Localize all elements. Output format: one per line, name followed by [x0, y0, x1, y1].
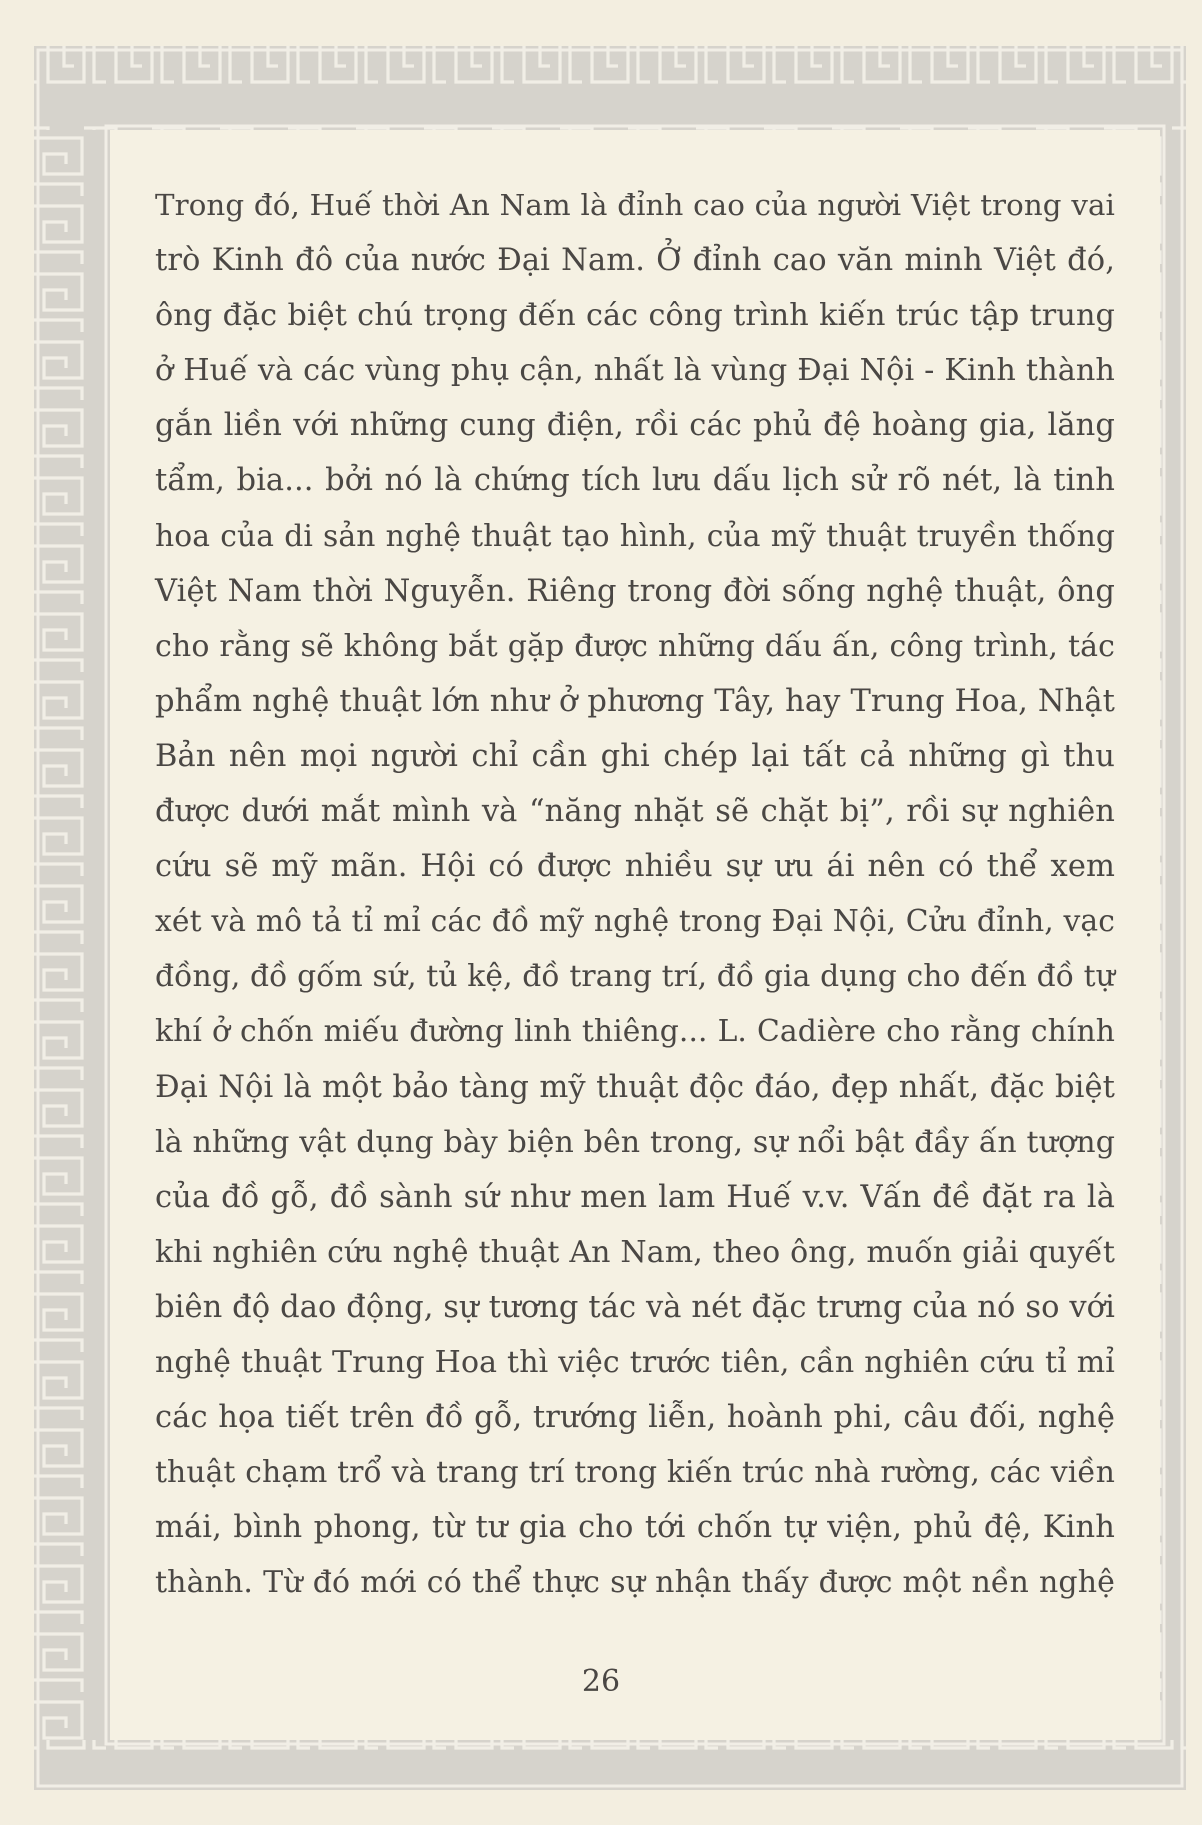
- text-line: là những vật dụng bày biện bên trong, sự nổi bật đầy ấn tượng: [155, 1124, 1115, 1160]
- body-text: [155, 178, 1115, 1610]
- text-line: Việt Nam thời Nguyễn. Riêng trong đời sống nghệ thuật, ông: [155, 573, 1115, 609]
- text-line: Bản nên mọi người chỉ cần ghi chép lại tất cả những gì thu: [155, 738, 1115, 774]
- text-line: gắn liền với những cung điện, rồi các phủ đệ hoàng gia, lăng: [155, 408, 1115, 444]
- text-line: hoa của di sản nghệ thuật tạo hình, của mỹ thuật truyền thống: [155, 518, 1115, 554]
- text-line: khi nghiên cứu nghệ thuật An Nam, theo ông, muốn giải quyết: [155, 1234, 1115, 1270]
- text-line: các họa tiết trên đồ gỗ, trướng liễn, hoành phi, câu đối, nghệ: [155, 1400, 1115, 1436]
- text-line: được dưới mắt mình và “năng nhặt sẽ chặt bị”, rồi sự nghiên: [155, 794, 1115, 830]
- text-line: của đồ gỗ, đồ sành sứ như men lam Huế v.v. Vấn đề đặt ra là: [155, 1179, 1115, 1215]
- border-left-pattern: [34, 130, 110, 1740]
- text-line: trò Kinh đô của nước Đại Nam. Ở đỉnh cao văn minh Việt đó,: [155, 243, 1115, 279]
- text-line: mái, bình phong, từ tư gia cho tới chốn tự viện, phủ đệ, Kinh: [155, 1510, 1115, 1546]
- text-line: đồng, đồ gốm sứ, tủ kệ, đồ trang trí, đồ gia dụng cho đến đồ tự: [155, 959, 1115, 995]
- text-line: tẩm, bia... bởi nó là chứng tích lưu dấu lịch sử rõ nét, là tinh: [155, 463, 1115, 499]
- text-line: phẩm nghệ thuật lớn như ở phương Tây, hay Trung Hoa, Nhật: [155, 683, 1115, 719]
- border-top-pattern: [34, 46, 1186, 130]
- border-bottom-pattern: [34, 1740, 1186, 1790]
- text-line: ông đặc biệt chú trọng đến các công trình kiến trúc tập trung: [155, 298, 1115, 334]
- text-line: cho rằng sẽ không bắt gặp được những dấu ấn, công trình, tác: [155, 628, 1115, 664]
- text-line: khí ở chốn miếu đường linh thiêng... L. Cadière cho rằng chính: [155, 1014, 1115, 1050]
- page-number: 26: [581, 1664, 621, 1699]
- text-line: Đại Nội là một bảo tàng mỹ thuật độc đáo, đẹp nhất, đặc biệt: [155, 1069, 1115, 1105]
- text-line: ở Huế và các vùng phụ cận, nhất là vùng Đại Nội - Kinh thành: [155, 353, 1115, 389]
- text-line: Trong đó, Huế thời An Nam là đỉnh cao của người Việt trong vai: [155, 188, 1115, 222]
- text-line: cứu sẽ mỹ mãn. Hội có được nhiều sự ưu ái nên có thể xem: [155, 849, 1115, 885]
- text-line: thành. Từ đó mới có thể thực sự nhận thấy được một nền nghệ: [155, 1565, 1115, 1601]
- text-line: biên độ dao động, sự tương tác và nét đặc trưng của nó so với: [155, 1289, 1115, 1325]
- text-line: thuật chạm trổ và trang trí trong kiến trúc nhà rường, các viền: [155, 1455, 1115, 1491]
- text-line: xét và mô tả tỉ mỉ các đồ mỹ nghệ trong Đại Nội, Cửu đỉnh, vạc: [155, 904, 1115, 940]
- text-line: nghệ thuật Trung Hoa thì việc trước tiên, cần nghiên cứu tỉ mỉ: [155, 1344, 1115, 1380]
